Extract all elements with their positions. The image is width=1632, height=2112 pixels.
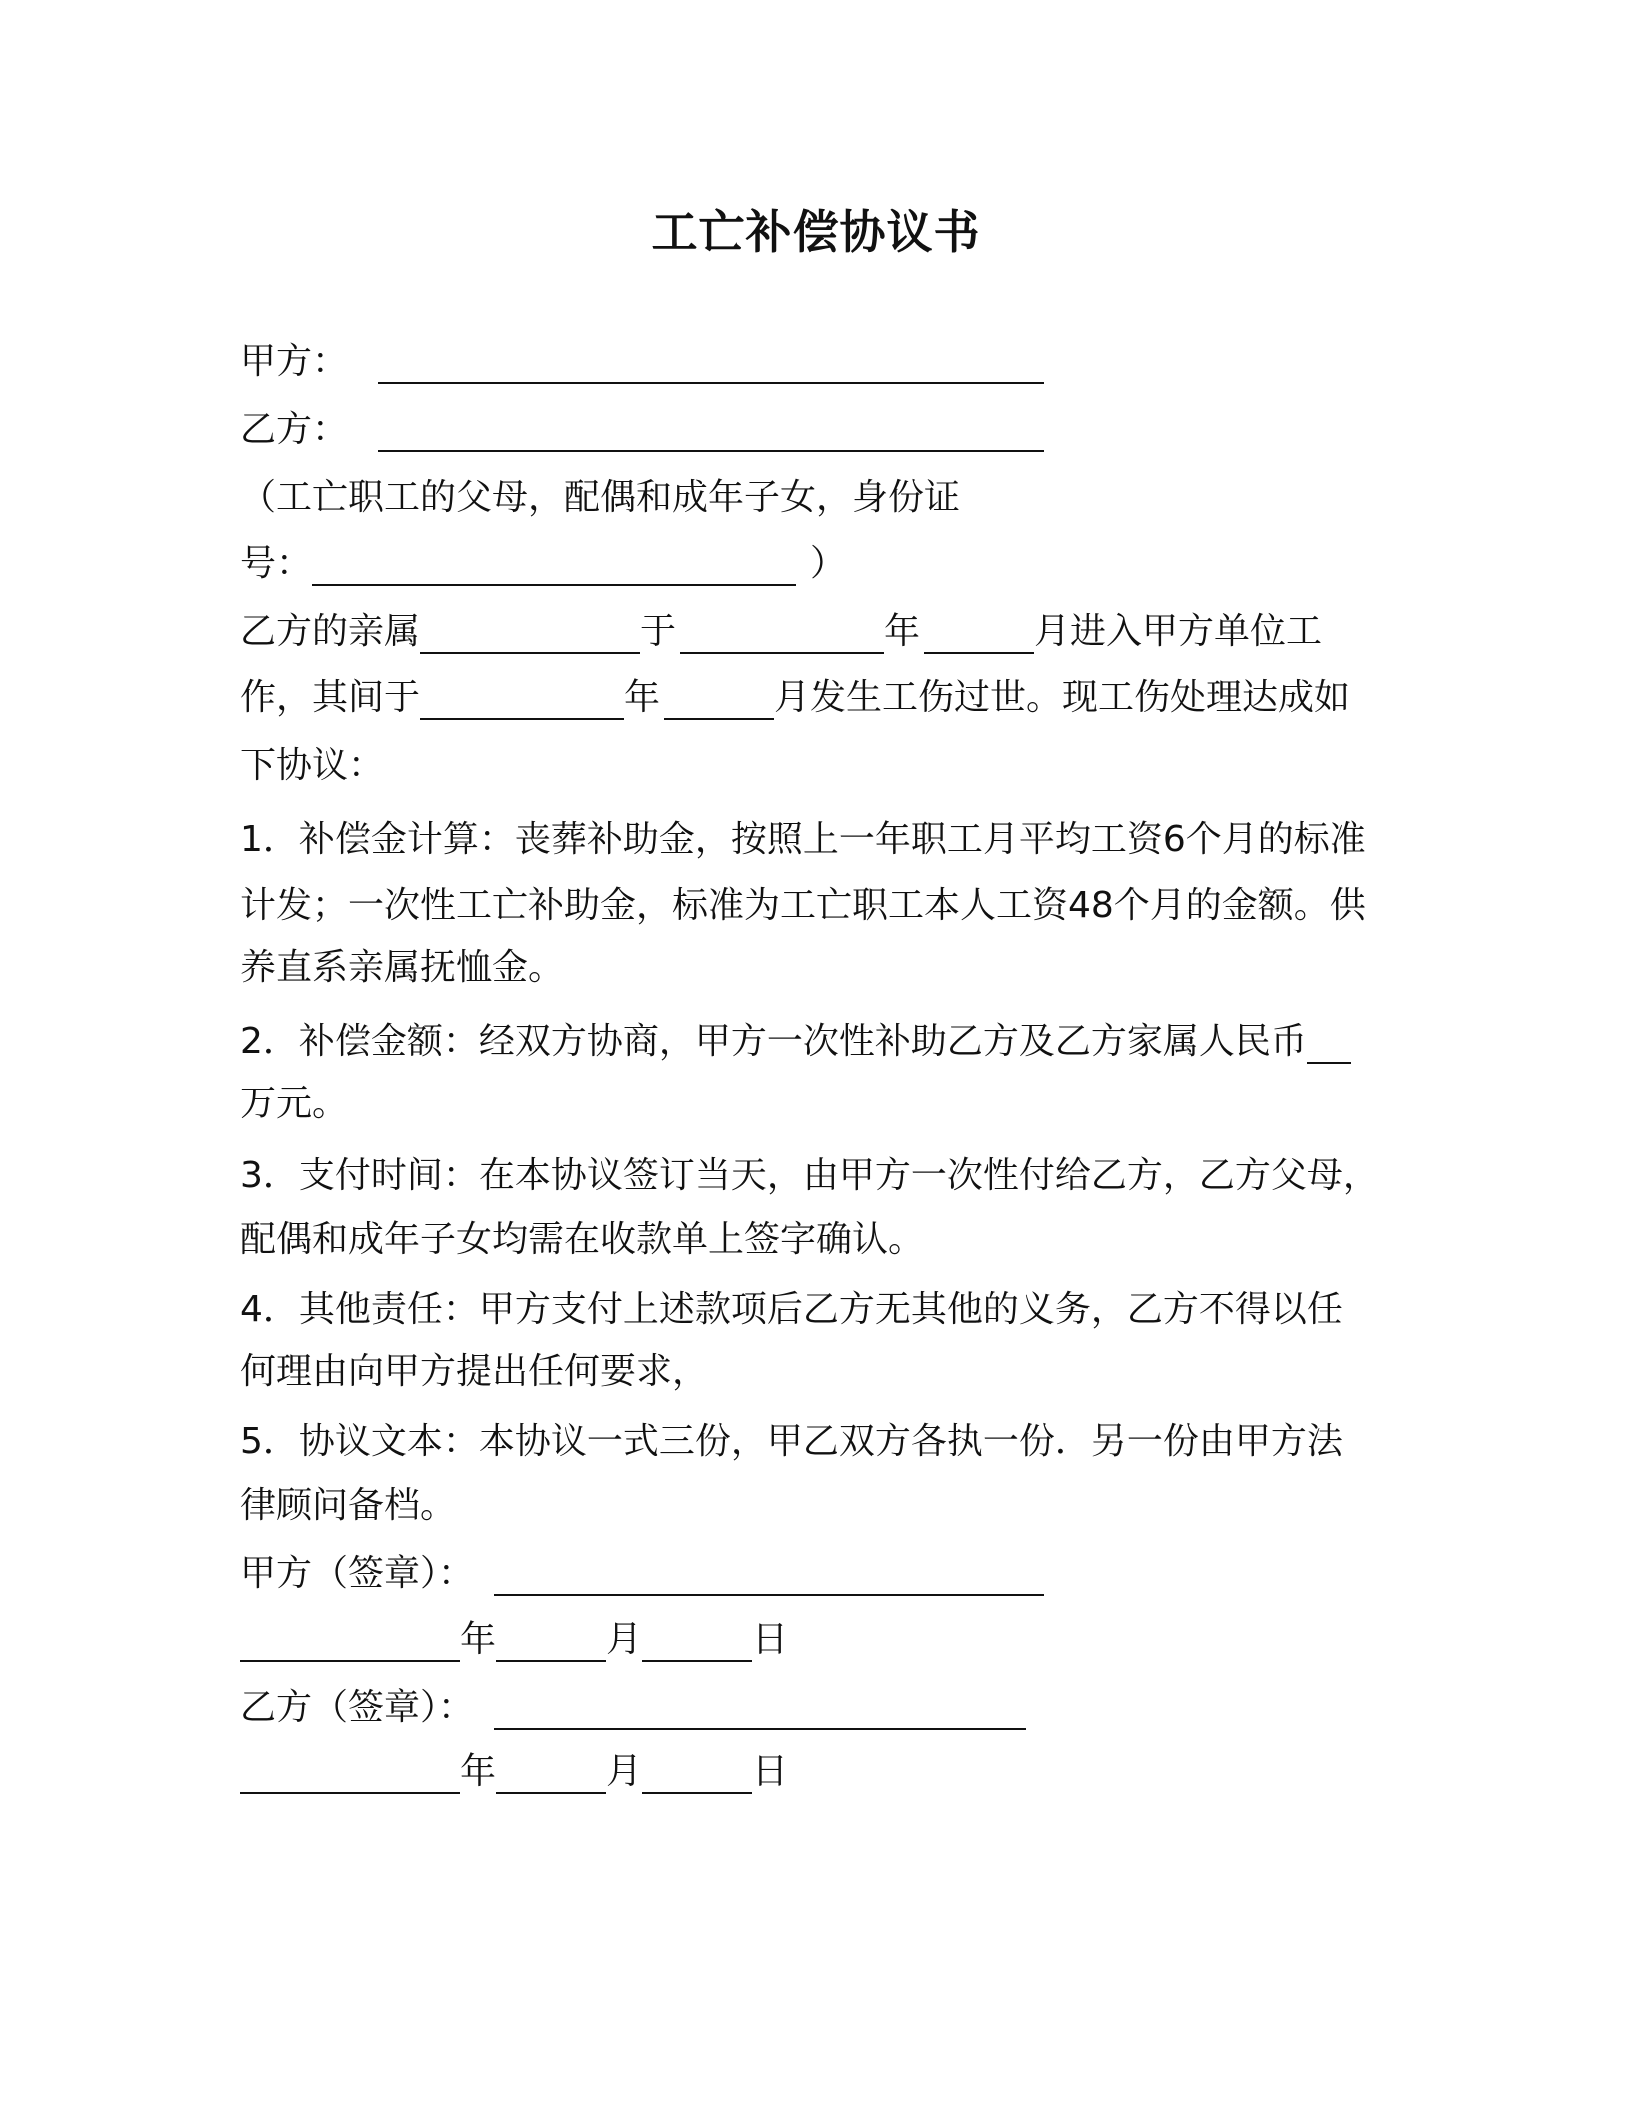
- relative-name-blank[interactable]: [420, 614, 640, 654]
- month-label: 月: [606, 1751, 643, 1792]
- death-year-blank[interactable]: [420, 680, 624, 720]
- id-number-blank[interactable]: [312, 546, 796, 586]
- intro-text: 月发生工伤过世。现工伤处理达成如: [774, 677, 1351, 718]
- clause-3-line-2: 配偶和成年子女均需在收款单上签字确认。: [240, 1219, 925, 1260]
- year-label: 年: [460, 1751, 497, 1792]
- intro-line-1: [240, 610, 1322, 654]
- party-b-date-line: [240, 1750, 788, 1794]
- clause-2-line-1: [240, 1020, 1351, 1064]
- id-number-label: 号：: [240, 543, 313, 584]
- party-b-line: [240, 408, 1044, 452]
- clause-1-line-3: 养直系亲属抚恤金。: [240, 947, 565, 988]
- intro-text: 于: [640, 611, 677, 652]
- death-month-blank[interactable]: [664, 680, 774, 720]
- clause-4-line-1: 4．其他责任：甲方支付上述款项后乙方无其他的义务，乙方不得以任: [240, 1289, 1343, 1330]
- party-a-line: [240, 340, 1044, 384]
- intro-text: 年: [884, 611, 921, 652]
- intro-text: 年: [624, 677, 661, 718]
- clause-3-line-1: 3．支付时间：在本协议签订当天，由甲方一次性付给乙方，乙方父母，: [240, 1155, 1379, 1196]
- party-a-signature-label: 甲方（签章）：: [240, 1553, 475, 1594]
- party-a-signature-blank[interactable]: [494, 1556, 1044, 1596]
- party-b-date-month-blank[interactable]: [496, 1754, 606, 1794]
- party-a-date-year-blank[interactable]: [240, 1622, 460, 1662]
- month-label: 月: [606, 1619, 643, 1660]
- party-a-signature-line: [240, 1552, 1044, 1596]
- clause-5-line-1: 5．协议文本：本协议一式三份，甲乙双方各执一份．另一份由甲方法: [240, 1421, 1343, 1462]
- entry-month-blank[interactable]: [924, 614, 1034, 654]
- clause-4-line-2: 何理由向甲方提出任何要求，: [240, 1351, 709, 1392]
- party-a-label: 甲方：: [240, 341, 349, 382]
- clause-2-text: 2．补偿金额：经双方协商，甲方一次性补助乙方及乙方家属人民币: [240, 1021, 1307, 1062]
- document-title: 工亡补偿协议书: [651, 205, 981, 259]
- party-a-date-day-blank[interactable]: [642, 1622, 752, 1662]
- clause-5-line-2: 律顾问备档。: [240, 1485, 457, 1526]
- intro-text: 月进入甲方单位工: [1034, 611, 1323, 652]
- party-b-note-line-2: [240, 542, 846, 586]
- clause-2-line-2: 万元。: [240, 1083, 349, 1124]
- party-b-date-year-blank[interactable]: [240, 1754, 460, 1794]
- party-b-blank[interactable]: [378, 412, 1044, 452]
- entry-year-blank[interactable]: [680, 614, 884, 654]
- party-b-note-line-1: （工亡职工的父母，配偶和成年子女，身份证: [240, 477, 961, 518]
- intro-line-3: 下协议：: [240, 745, 385, 786]
- intro-text: 乙方的亲属: [240, 611, 421, 652]
- intro-text: 作，其间于: [240, 677, 421, 718]
- clause-1-line-2: 计发；一次性工亡补助金，标准为工亡职工本人工资48个月的金额。供: [240, 885, 1366, 926]
- party-a-blank[interactable]: [378, 344, 1044, 384]
- party-b-signature-blank[interactable]: [494, 1690, 1026, 1730]
- clause-1-line-1: 1．补偿金计算：丧葬补助金，按照上一年职工月平均工资6个月的标准: [240, 819, 1366, 860]
- party-b-signature-label: 乙方（签章）：: [240, 1687, 475, 1728]
- party-b-label: 乙方：: [240, 409, 349, 450]
- day-label: 日: [752, 1751, 789, 1792]
- day-label: 日: [752, 1619, 789, 1660]
- intro-line-2: [240, 676, 1350, 720]
- amount-blank[interactable]: [1307, 1024, 1351, 1064]
- party-b-date-day-blank[interactable]: [642, 1754, 752, 1794]
- party-b-signature-line: [240, 1686, 1026, 1730]
- closing-paren: ）: [810, 543, 847, 584]
- party-a-date-line: [240, 1618, 788, 1662]
- year-label: 年: [460, 1619, 497, 1660]
- party-a-date-month-blank[interactable]: [496, 1622, 606, 1662]
